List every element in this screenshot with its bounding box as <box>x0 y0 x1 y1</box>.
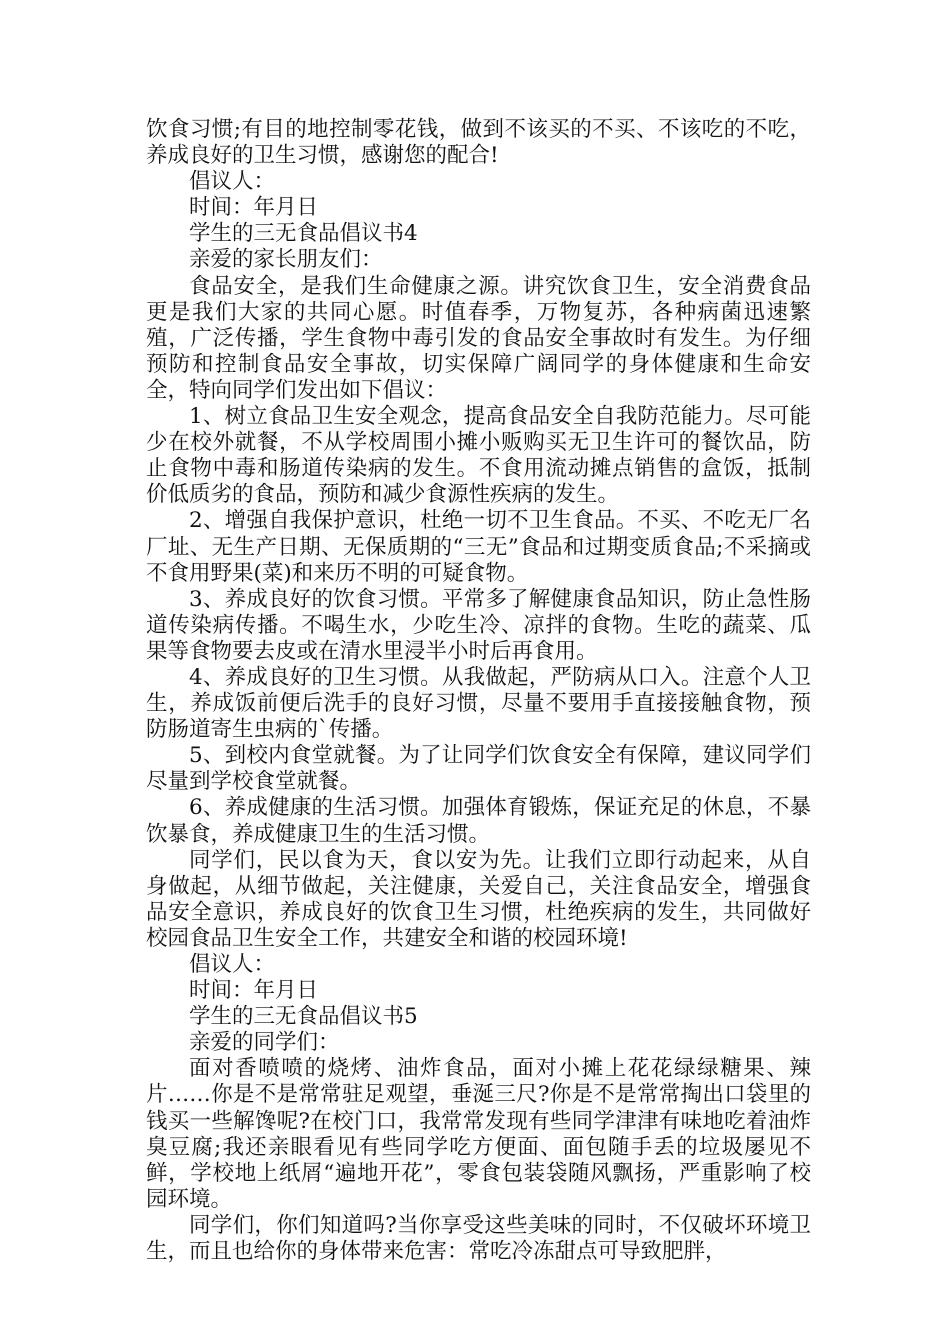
paragraph: 饮食习惯;有目的地控制零花钱，做到不该买的不买、不该吃的不吃，养成良好的卫生习惯，感谢您的配合! <box>146 117 811 169</box>
date-line: 时间：年月日 <box>189 978 319 1004</box>
list-item: 1、树立食品卫生安全观念，提高食品安全自我防范能力。尽可能少在校外就餐，不从学校周围小摊小贩购买无卫生许可的餐饮品，防止食物中毒和肠道传染病的发生。不食用流动摊点销售的盒饭，抵制价低质劣的食品，预防和减少食源性疾病的发生。 <box>146 404 811 508</box>
signature-line: 倡议人： <box>189 169 276 195</box>
paragraph: 面对香喷喷的烧烤、油炸食品，面对小摊上花花绿绿糖果、辣片……你是不是常常驻足观望，垂涎三尺?你是不是常常掏出口袋里的钱买一些解馋呢?在校门口，我常常发现有些同学津津有味地吃着油炸臭豆腐;我还亲眼看见有些同学吃方便面、面包随手丢的垃圾屡见不鲜，学校地上纸屑“遍地开花”，零食包装袋随风飘扬，严重影响了校园环境。 <box>146 1056 811 1212</box>
paragraph: 同学们，民以食为天，食以安为先。让我们立即行动起来，从自身做起，从细节做起，关注健康，关爱自己，关注食品安全，增强食品安全意识，养成良好的饮食卫生习惯，杜绝疾病的发生，共同做好校园食品卫生安全工作，共建安全和谐的校园环境! <box>146 847 811 951</box>
list-item: 2、增强自我保护意识，杜绝一切不卫生食品。不买、不吃无厂名厂址、无生产日期、无保质期的“三无”食品和过期变质食品;不采摘或不食用野果(菜)和来历不明的可疑食物。 <box>146 508 811 586</box>
salutation: 亲爱的家长朋友们： <box>189 247 383 273</box>
signature-line: 倡议人： <box>189 952 276 977</box>
list-item: 4、养成良好的卫生习惯。从我做起，严防病从口入。注意个人卫生，养成饭前便后洗手的良好习惯，尽量不要用手直接接触食物，预防肠道寄生虫病的`传播。 <box>146 664 811 743</box>
list-item: 6、养成健康的生活习惯。加强体育锻炼，保证充足的休息，不暴饮暴食，养成健康卫生的生活习惯。 <box>146 795 811 847</box>
section-title: 学生的三无食品倡议书4 <box>189 221 418 247</box>
list-item: 3、养成良好的饮食习惯。平常多了解健康食品知识，防止急性肠道传染病传播。不喝生水，少吃生冷、凉拌的食物。生吃的蔬菜、瓜果等食物要去皮或在清水里浸半小时后再食用。 <box>146 586 811 664</box>
paragraph: 食品安全，是我们生命健康之源。讲究饮食卫生，安全消费食品更是我们大家的共同心愿。时值春季，万物复苏，各种病菌迅速繁殖，广泛传播，学生食物中毒引发的食品安全事故时有发生。为仔细预防和控制食品安全事故，切实保障广阔同学的身体健康和生命安全，特向同学们发出如下倡议： <box>146 273 811 403</box>
salutation: 亲爱的同学们： <box>189 1030 340 1056</box>
document-page <box>146 117 811 1265</box>
section-title: 学生的三无食品倡议书5 <box>189 1004 418 1030</box>
date-line: 时间：年月日 <box>189 195 319 221</box>
list-item: 5、到校内食堂就餐。为了让同学们饮食安全有保障，建议同学们尽量到学校食堂就餐。 <box>146 743 811 795</box>
paragraph: 同学们，你们知道吗?当你享受这些美味的同时，不仅破坏环境卫生，而且也给你的身体带来危害：常吃冷冻甜点可导致肥胖， <box>146 1212 811 1265</box>
